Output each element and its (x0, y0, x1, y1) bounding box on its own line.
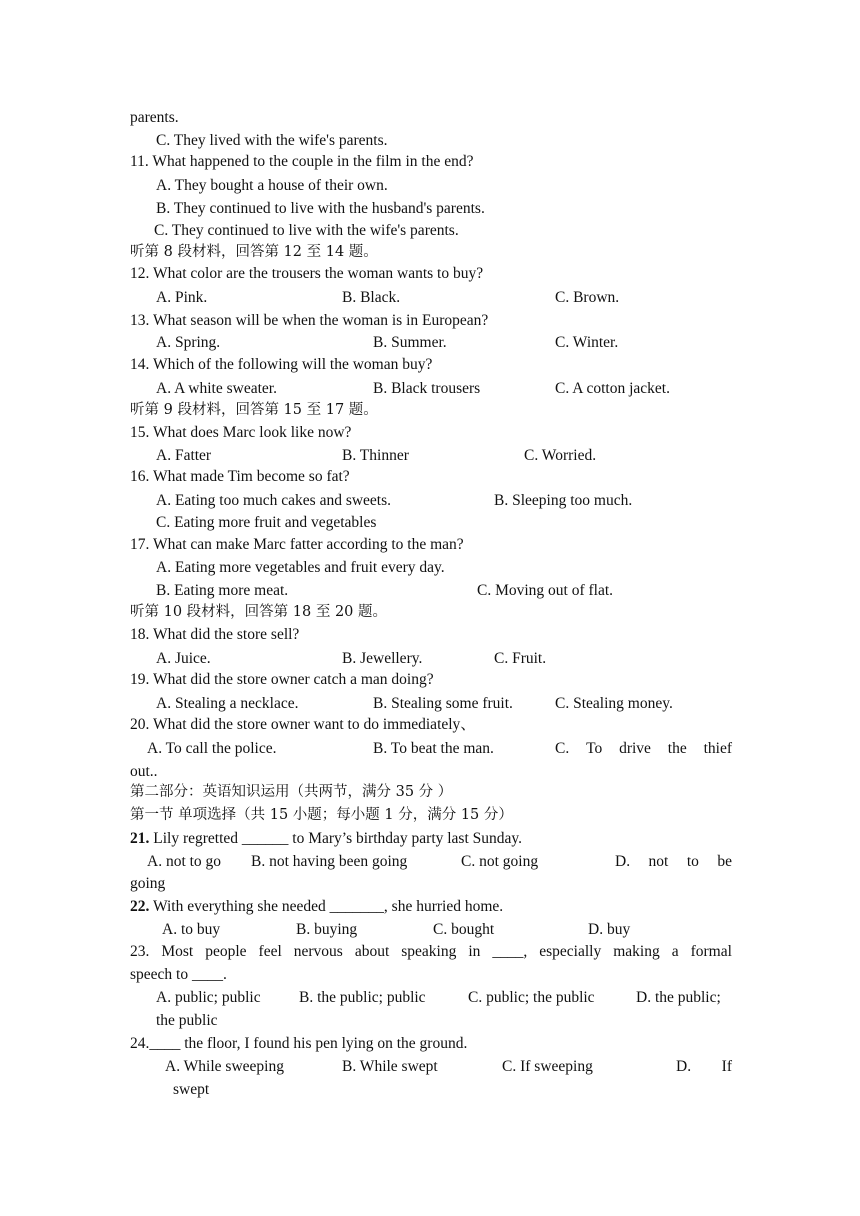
option-b: B. They continued to live with the husband's parents. (156, 200, 485, 217)
word: not (648, 853, 669, 870)
question-text: With everything she needed _______, she hurried home. (149, 898, 504, 915)
word: a (671, 943, 679, 960)
option-b: B. not having been going (251, 853, 408, 870)
question-17: 17. What can make Marc fatter according to the man? (130, 536, 464, 553)
option-d (676, 1057, 732, 1077)
option-b: B. While swept (342, 1058, 438, 1075)
option-b: B. Summer. (373, 334, 447, 351)
word: feel (258, 943, 282, 960)
option-c: C. not going (461, 853, 539, 870)
word: formal (690, 943, 732, 960)
option-b: B. Thinner (342, 447, 409, 464)
option-b: B. Jewellery. (342, 650, 423, 667)
option-d (615, 852, 732, 872)
question-12: 12. What color are the trousers the woman wants to buy? (130, 265, 484, 282)
option-c: C. Fruit. (494, 650, 547, 667)
word: to (686, 853, 699, 870)
question-text: Lily regretted ______ to Mary’s birthday party last Sunday. (149, 830, 523, 847)
option-b: B. Black. (342, 289, 401, 306)
option-b: B. the public; public (299, 989, 426, 1006)
section-instruction: 听第 10 段材料，回答第 18 至 20 题。 (130, 604, 388, 620)
option-d-continuation: swept (173, 1081, 210, 1098)
part-heading: 第二部分：英语知识运用（共两节，满分 35 分 ） (130, 784, 453, 800)
question-13: 13. What season will be when the woman is in European? (130, 312, 489, 329)
option-c: C. A cotton jacket. (555, 380, 670, 397)
option-c: C. Moving out of flat. (477, 582, 614, 599)
word: 23. (130, 943, 150, 960)
option-c: C. They continued to live with the wife's parents. (154, 222, 459, 239)
question-23 (130, 942, 732, 962)
section-heading: 第一节 单项选择（共 15 小题；每小题 1 分，满分 15 分） (130, 807, 513, 823)
word: people (205, 943, 247, 960)
option-a: A. Eating more vegetables and fruit every day. (156, 559, 445, 576)
word: about (354, 943, 390, 960)
option-b: B. To beat the man. (373, 740, 494, 757)
option-a: A. To call the police. (147, 740, 277, 757)
section-instruction: 听第 9 段材料，回答第 15 至 17 题。 (130, 402, 378, 418)
option-b: B. Stealing some fruit. (373, 695, 513, 712)
question-14: 14. Which of the following will the woman buy? (130, 356, 433, 373)
word: speaking (401, 943, 457, 960)
question-19: 19. What did the store owner catch a man doing? (130, 671, 434, 688)
option-c: C. Brown. (555, 289, 620, 306)
question-16: 16. What made Tim become so fat? (130, 468, 350, 485)
word: Most (161, 943, 194, 960)
option-c: C. Winter. (555, 334, 619, 351)
option-a: A. not to go (147, 853, 222, 870)
word: ____, (492, 943, 528, 960)
word: the (667, 740, 687, 757)
option-c: C. If sweeping (502, 1058, 593, 1075)
option-b: B. Black trousers (373, 380, 481, 397)
question-24: 24.____ the floor, I found his pen lying on the ground. (130, 1035, 468, 1052)
option-c: C. Worried. (524, 447, 597, 464)
word: especially (539, 943, 602, 960)
option-a: A. While sweeping (165, 1058, 284, 1075)
word: in (468, 943, 481, 960)
section-instruction: 听第 8 段材料，回答第 12 至 14 题。 (130, 244, 378, 260)
word: drive (619, 740, 651, 757)
option-a: A. Eating too much cakes and sweets. (156, 492, 392, 509)
option-b: B. Sleeping too much. (494, 492, 633, 509)
word: nervous (293, 943, 343, 960)
option-d: D. buy (588, 921, 631, 938)
word: thief (703, 740, 732, 757)
option-b: B. Eating more meat. (156, 582, 289, 599)
option-a: A. Stealing a necklace. (156, 695, 299, 712)
word: be (717, 853, 732, 870)
option-d-continuation: the public (156, 1012, 218, 1029)
option-c-continuation: out.. (130, 763, 158, 780)
option-a: A. Juice. (156, 650, 211, 667)
question-number: 22. (130, 898, 150, 915)
option-a: A. Fatter (156, 447, 212, 464)
question-22 (130, 897, 503, 917)
option-c (555, 739, 732, 759)
question-23-continuation: speech to ____. (130, 966, 227, 983)
question-15: 15. What does Marc look like now? (130, 424, 352, 441)
word: making (613, 943, 660, 960)
word: C. (555, 740, 570, 757)
option-c: C. They lived with the wife's parents. (156, 132, 388, 149)
option-a: A. Spring. (156, 334, 221, 351)
question-11: 11. What happened to the couple in the film in the end? (130, 153, 474, 170)
text-line: parents. (130, 109, 179, 126)
option-c: C. Eating more fruit and vegetables (156, 514, 377, 531)
option-a: A. Pink. (156, 289, 208, 306)
option-c: C. public; the public (468, 989, 595, 1006)
option-c: C. bought (433, 921, 495, 938)
option-a: A. They bought a house of their own. (156, 177, 388, 194)
word: To (586, 740, 603, 757)
question-number: 21. (130, 830, 150, 847)
option-d: D. the public; (636, 989, 721, 1006)
word: D. (676, 1058, 692, 1075)
question-20: 20. What did the store owner want to do immediately、 (130, 716, 476, 733)
word: If (721, 1058, 732, 1075)
word: D. (615, 853, 631, 870)
option-d-continuation: going (130, 875, 166, 892)
option-a: A. to buy (162, 921, 221, 938)
option-a: A. public; public (156, 989, 261, 1006)
option-b: B. buying (296, 921, 358, 938)
question-18: 18. What did the store sell? (130, 626, 300, 643)
question-21 (130, 829, 522, 849)
option-a: A. A white sweater. (156, 380, 277, 397)
option-c: C. Stealing money. (555, 695, 673, 712)
